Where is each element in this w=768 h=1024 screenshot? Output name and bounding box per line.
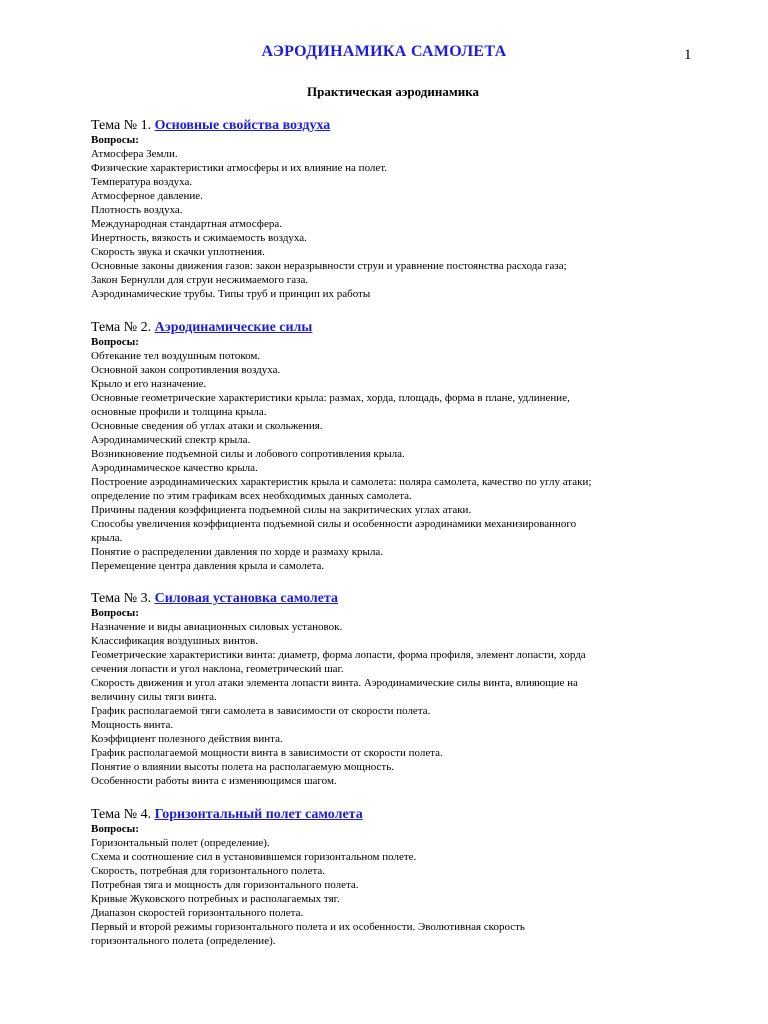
list-item: Мощность винта. [91,719,174,731]
list-item: Горизонтальный полет (определение). [91,837,270,849]
document-subtitle: Практическая аэродинамика [307,84,479,99]
list-item: крыла. [91,532,123,544]
topic-section-2 [91,319,691,573]
list-item: Возникновение подъемной силы и лобового сопротивления крыла. [91,448,405,460]
topic-link[interactable]: Горизонтальный полет самолета [154,807,363,822]
topic-heading [91,806,691,823]
list-item: Физические характеристики атмосферы и их влияние на полет. [91,162,388,174]
list-item: Атмосфера Земли. [91,148,178,160]
list-item: Обтекание тел воздушным потоком. [91,350,261,362]
page-number: 1 [684,47,692,63]
list-item: горизонтального полета (определение). [91,935,276,947]
list-item: Перемещение центра давления крыла и самолета. [91,560,325,572]
topic-heading [91,319,691,336]
list-item: Скорость звука и скачки уплотнения. [91,246,265,258]
list-item: Основные законы движения газов: закон неразрывности струи и уравнение постоянства расхода газа; [91,260,567,272]
list-item: сечения лопасти и угол наклона, геометрический шаг. [91,663,344,675]
list-item: Причины падения коэффициента подъемной силы на закритических углах атаки. [91,504,472,516]
list-item: Основные сведения об углах атаки и скольжения. [91,420,323,432]
list-item: Основной закон сопротивления воздуха. [91,364,281,376]
questions-label: Вопросы: [91,823,139,835]
list-item: Температура воздуха. [91,176,193,188]
list-item: Аэродинамическое качество крыла. [91,462,258,474]
list-item: Международная стандартная атмосфера. [91,218,282,230]
list-item: Аэродинамические трубы. Типы труб и принцип их работы [91,288,371,300]
list-item: Скорость, потребная для горизонтального полета. [91,865,326,877]
questions-label: Вопросы: [91,336,139,348]
list-item: Закон Бернулли для струи несжимаемого газа. [91,274,309,286]
topic-prefix: Тема № 1. [91,118,152,133]
document-title: АЭРОДИНАМИКА САМОЛЕТА [261,43,507,60]
list-item: Классификация воздушных винтов. [91,635,258,647]
topic-items [91,620,691,788]
list-item: Геометрические характеристики винта: диаметр, форма лопасти, форма профиля, элемент лопасти, хорда [91,649,586,661]
list-item: График располагаемой тяги самолета в зависимости от скорости полета. [91,705,431,717]
list-item: Инертность, вязкость и сжимаемость воздуха. [91,232,307,244]
list-item: Назначение и виды авиационных силовых установок. [91,621,343,633]
list-item: основные профили и толщина крыла. [91,406,267,418]
topic-section-4 [91,806,691,948]
topic-section-1 [91,117,691,301]
list-item: Первый и второй режимы горизонтального полета и их особенности. Эволютивная скорость [91,921,525,933]
list-item: Схема и соотношение сил в установившемся горизонтальном полете. [91,851,417,863]
questions-label: Вопросы: [91,134,139,146]
topic-link[interactable]: Основные свойства воздуха [154,118,331,133]
list-item: Способы увеличения коэффициента подъемной силы и особенности аэродинамики механизированного [91,518,577,530]
list-item: Понятие о влиянии высоты полета на располагаемую мощность. [91,761,394,773]
topic-items [91,349,691,573]
list-item: Атмосферное давление. [91,190,203,202]
list-item: График располагаемой мощности винта в зависимости от скорости полета. [91,747,443,759]
topic-heading [91,590,691,607]
list-item: Плотность воздуха. [91,204,183,216]
topic-heading [91,117,691,134]
topic-link[interactable]: Силовая установка самолета [154,591,339,606]
list-item: Скорость движения и угол атаки элемента лопасти винта. Аэродинамические силы винта, влияющие на [91,677,578,689]
list-item: Коэффициент полезного действия винта. [91,733,283,745]
list-item: Понятие о распределении давления по хорде и размаху крыла. [91,546,384,558]
topic-prefix: Тема № 4. [91,807,152,822]
list-item: Особенности работы винта с изменяющимся шагом. [91,775,337,787]
list-item: Кривые Жуковского потребных и располагаемых тяг. [91,893,340,905]
list-item: Диапазон скоростей горизонтального полета. [91,907,304,919]
list-item: величину силы тяги винта. [91,691,217,703]
topic-prefix: Тема № 3. [91,591,152,606]
topic-prefix: Тема № 2. [91,320,152,335]
list-item: Построение аэродинамических характеристик крыла и самолета: поляра самолета, качество по углу атаки; [91,476,592,488]
list-item: Потребная тяга и мощность для горизонтального полета. [91,879,359,891]
list-item: Основные геометрические характеристики крыла: размах, хорда, площадь, форма в плане, удлинение, [91,392,570,404]
topic-items [91,147,691,301]
topic-section-3 [91,590,691,788]
topic-items [91,836,691,948]
questions-label: Вопросы: [91,607,139,619]
list-item: Крыло и его назначение. [91,378,207,390]
topic-link[interactable]: Аэродинамические силы [154,320,313,335]
list-item: определение по этим графикам всех необходимых данных самолета. [91,490,412,502]
list-item: Аэродинамический спектр крыла. [91,434,251,446]
